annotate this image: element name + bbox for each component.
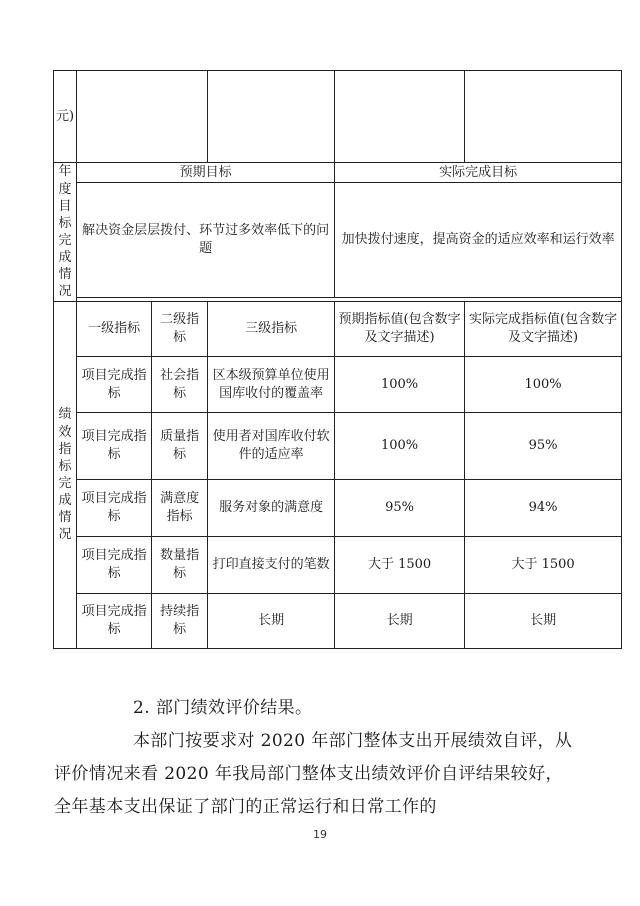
indicator-actual: 大于 1500: [465, 537, 622, 594]
indicator-level3: 区本级预算单位使用国库收付的覆盖率: [208, 357, 335, 413]
table-row: [54, 594, 622, 649]
indicator-expected: 100%: [335, 357, 465, 413]
continuation-label: 元): [54, 71, 77, 163]
indicator-actual: 95%: [465, 413, 622, 480]
header-expected: 预期指标值(包含数字及文字描述): [335, 302, 465, 357]
indicator-expected: 大于 1500: [335, 537, 465, 594]
section-heading: 2. 部门绩效评价结果。: [133, 698, 313, 718]
indicator-level3: 服务对象的满意度: [208, 480, 335, 537]
indicators-section-label: 绩效指标完成情况: [54, 302, 77, 649]
performance-table: [53, 70, 622, 649]
table-row: [54, 480, 622, 537]
indicator-level1: 项目完成指标: [77, 594, 152, 649]
goals-expected-header: 预期目标: [77, 163, 335, 183]
indicator-level2: 满意度指标: [152, 480, 208, 537]
indicator-level1: 项目完成指标: [77, 537, 152, 594]
indicator-level1: 项目完成指标: [77, 413, 152, 480]
goals-section-label: 年度目标完成情况: [54, 163, 77, 302]
indicator-level2: 社会指标: [152, 357, 208, 413]
empty-cell: [77, 71, 208, 163]
empty-cell: [208, 71, 335, 163]
indicator-level3: 使用者对国库收付软件的适应率: [208, 413, 335, 480]
header-level1: 一级指标: [77, 302, 152, 357]
header-level2: 二级指标: [152, 302, 208, 357]
indicator-level3: 打印直接支付的笔数: [208, 537, 335, 594]
body-paragraph: 本部门按要求对 2020 年部门整体支出开展绩效自评，从评价情况来看 2020 年我局部门整体支出绩效评价自评结果较好，全年基本支出保证了部门的正常运行和日常工作的: [54, 731, 573, 817]
goals-expected-text: 解决资金层层拨付、环节过多效率低下的问题: [77, 183, 335, 298]
indicator-actual: 长期: [465, 594, 622, 649]
indicator-expected: 95%: [335, 480, 465, 537]
table-row: [54, 357, 622, 413]
indicator-level1: 项目完成指标: [77, 480, 152, 537]
goals-actual-text: 加快拨付速度，提高资金的适应效率和运行效率: [335, 183, 622, 298]
header-actual: 实际完成指标值(包含数字及文字描述): [465, 302, 622, 357]
indicator-expected: 100%: [335, 413, 465, 480]
indicator-level2: 持续指标: [152, 594, 208, 649]
indicator-level1: 项目完成指标: [77, 357, 152, 413]
table-row: [54, 71, 622, 163]
indicator-expected: 长期: [335, 594, 465, 649]
indicator-actual: 94%: [465, 480, 622, 537]
table-row: [54, 413, 622, 480]
goals-actual-header: 实际完成目标: [335, 163, 622, 183]
empty-cell: [335, 71, 465, 163]
indicator-actual: 100%: [465, 357, 622, 413]
table-row: [54, 163, 622, 183]
header-level3: 三级指标: [208, 302, 335, 357]
table-row: [54, 302, 622, 357]
table-row: [54, 183, 622, 298]
indicator-level3: 长期: [208, 594, 335, 649]
indicator-level2: 数量指标: [152, 537, 208, 594]
indicator-level2: 质量指标: [152, 413, 208, 480]
page-number: 19: [313, 828, 327, 841]
table-row: [54, 537, 622, 594]
empty-cell: [465, 71, 622, 163]
